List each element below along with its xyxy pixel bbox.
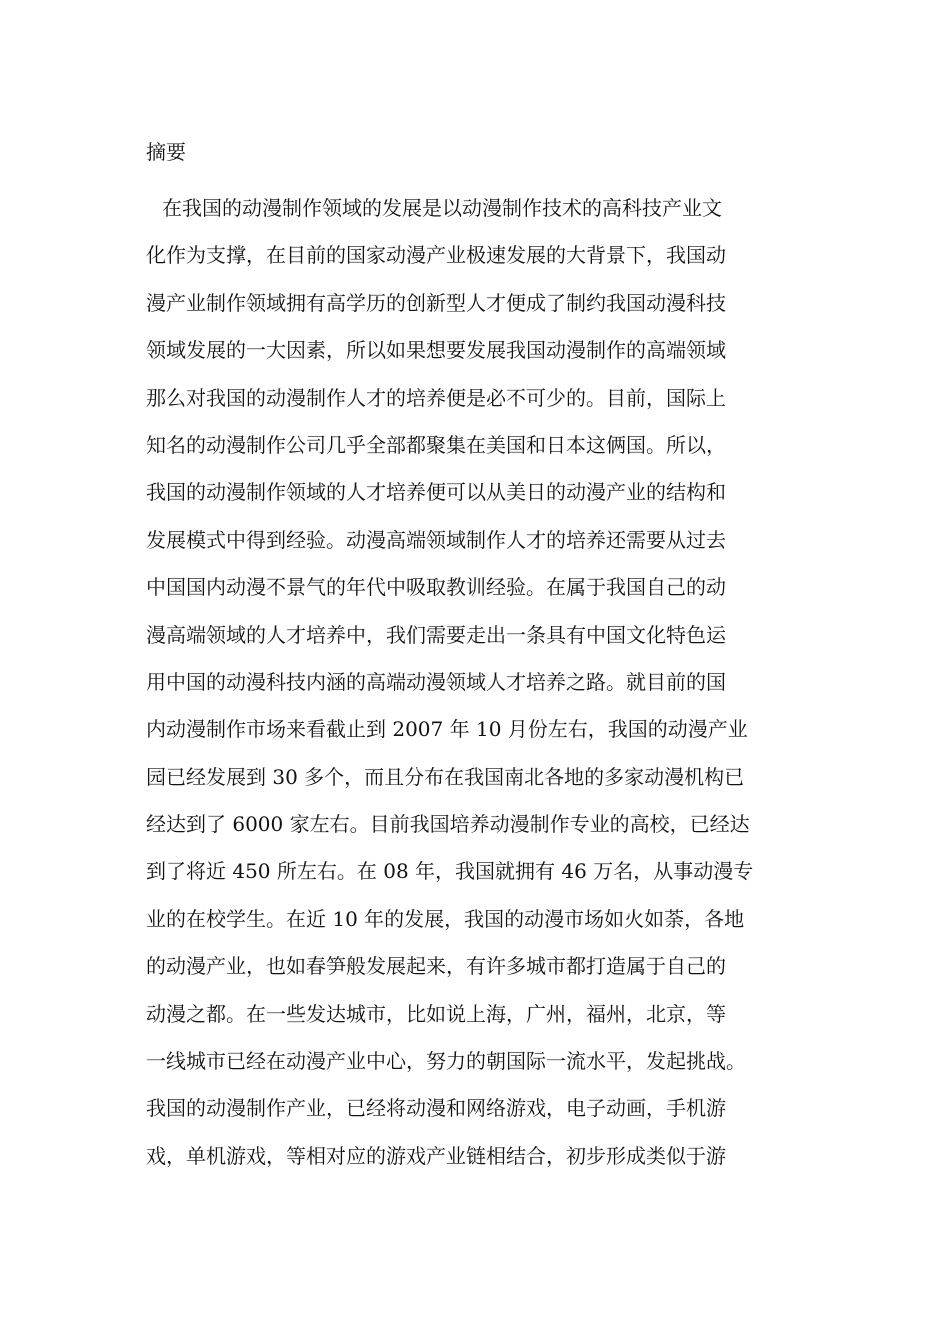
paragraph-line: 在我国的动漫制作领域的发展是以动漫制作技术的高科技产业文 bbox=[162, 196, 722, 220]
paragraph-line: 经达到了 6000 家左右。目前我国培养动漫制作专业的高校，已经达 bbox=[146, 812, 750, 837]
paragraph-line: 动漫之都。在一些发达城市，比如说上海，广州，福州，北京，等 bbox=[146, 1001, 726, 1026]
paragraph-line: 我国的动漫制作产业，已经将动漫和网络游戏，电子动画，手机游 bbox=[146, 1096, 726, 1121]
paragraph-line: 园已经发展到 30 多个，而且分布在我国南北各地的多家动漫机构已 bbox=[146, 764, 745, 789]
paragraph-line: 内动漫制作市场来看截止到 2007 年 10 月份左右，我国的动漫产业 bbox=[146, 717, 748, 742]
paragraph-line: 一线城市已经在动漫产业中心，努力的朝国际一流水平，发起挑战。 bbox=[146, 1049, 746, 1074]
paragraph-line: 化作为支撑，在目前的国家动漫产业极速发展的大背景下，我国动 bbox=[146, 243, 726, 268]
abstract-body bbox=[146, 185, 812, 1180]
paragraph-line: 戏，单机游戏，等相对应的游戏产业链相结合，初步形成类似于游 bbox=[146, 1143, 726, 1168]
paragraph-line: 领域发展的一大因素，所以如果想要发展我国动漫制作的高端领域 bbox=[146, 338, 726, 363]
paragraph-line: 到了将近 450 所左右。在 08 年，我国就拥有 46 万名，从事动漫专 bbox=[146, 859, 754, 884]
paragraph-line: 那么对我国的动漫制作人才的培养便是必不可少的。目前，国际上 bbox=[146, 385, 726, 410]
paragraph-line: 用中国的动漫科技内涵的高端动漫领域人才培养之路。就目前的国 bbox=[146, 669, 726, 694]
paragraph-line: 我国的动漫制作领域的人才培养便可以从美日的动漫产业的结构和 bbox=[146, 480, 726, 505]
paragraph-line: 的动漫产业，也如春笋般发展起来，有许多城市都打造属于自己的 bbox=[146, 954, 726, 979]
paragraph-line: 业的在校学生。在近 10 年的发展，我国的动漫市场如火如荼，各地 bbox=[146, 906, 745, 931]
abstract-heading: 摘要 bbox=[146, 140, 186, 164]
paragraph-line: 中国国内动漫不景气的年代中吸取教训经验。在属于我国自己的动 bbox=[146, 575, 726, 600]
paragraph-line: 知名的动漫制作公司几乎全部都聚集在美国和日本这俩国。所以， bbox=[146, 432, 726, 457]
paragraph-line: 发展模式中得到经验。动漫高端领域制作人才的培养还需要从过去 bbox=[146, 527, 726, 552]
paragraph-line: 漫高端领域的人才培养中，我们需要走出一条具有中国文化特色运 bbox=[146, 622, 726, 647]
paragraph-line: 漫产业制作领域拥有高学历的创新型人才便成了制约我国动漫科技 bbox=[146, 290, 726, 315]
